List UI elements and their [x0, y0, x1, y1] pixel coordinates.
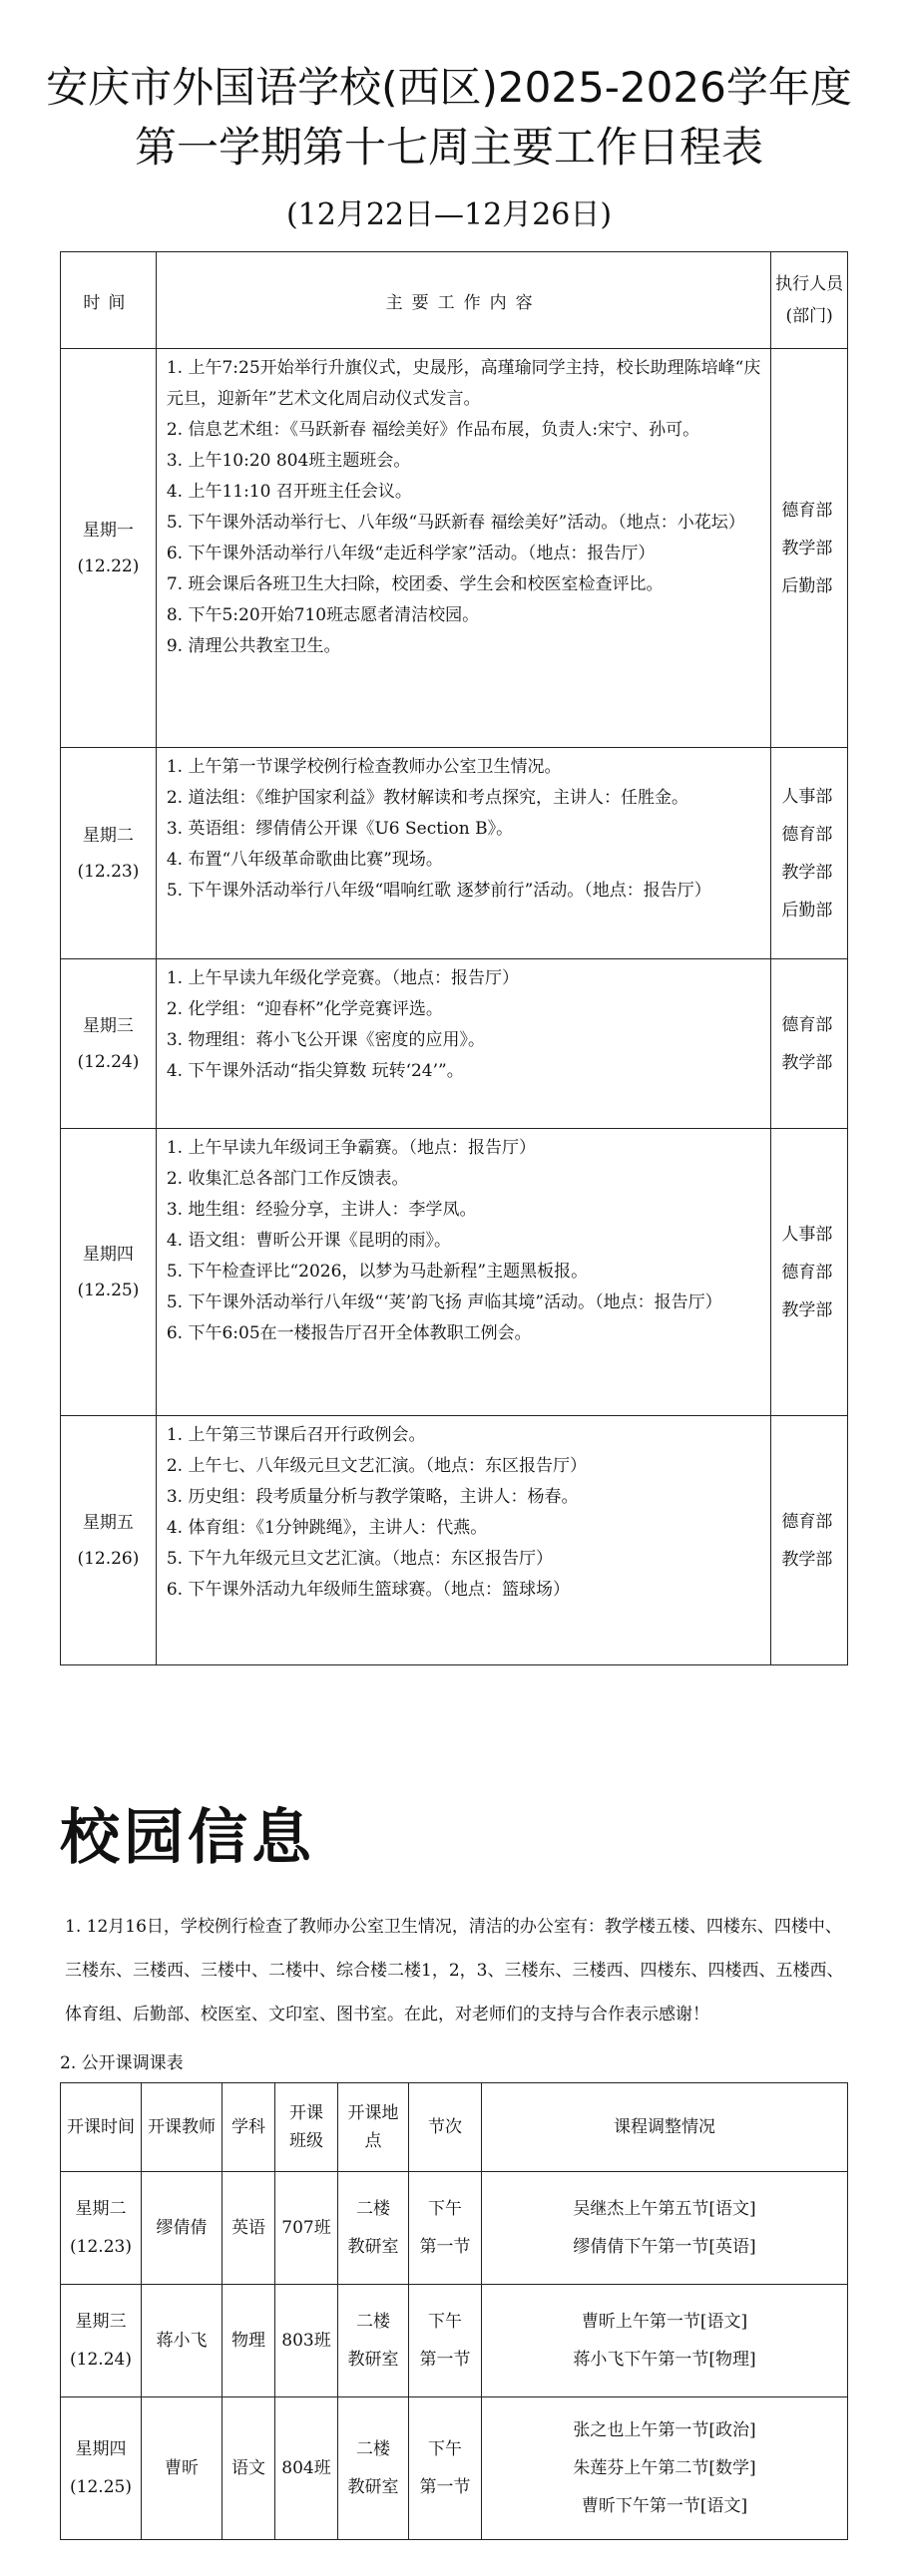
cell-place — [338, 2285, 409, 2397]
dept-name: 德育部 — [781, 1014, 833, 1035]
work-item: 元旦，迎新年”艺术文化周启动仪式发言。 — [166, 389, 481, 409]
work-item: 2. 道法组：《维护国家利益》教材解读和考点探究，主讲人：任胜金。 — [166, 788, 688, 808]
dept-name: 人事部 — [781, 786, 833, 807]
header-cell: 开课教师 — [142, 2083, 223, 2172]
day-name: 星期一 — [82, 520, 134, 541]
work-item: 5. 下午课外活动举行八年级“唱响红歌 逐梦前行”活动。（地点：报告厅） — [166, 881, 711, 901]
dept-name: 德育部 — [781, 1511, 833, 1532]
cell-place-line2: 教研室 — [347, 2237, 399, 2257]
dept-name: 后勤部 — [781, 900, 833, 920]
day-date: (12.26) — [77, 1548, 140, 1569]
cell-period-line1: 下午 — [428, 2312, 462, 2332]
cell-place-line2: 教研室 — [347, 2350, 399, 2370]
public-class-table — [60, 2082, 848, 2540]
cell-subject: 英语 — [223, 2172, 275, 2285]
dept-cell — [771, 1416, 848, 1665]
header-cell: 开课地点 — [338, 2083, 409, 2172]
cell-period-line2: 第一节 — [419, 2477, 471, 2497]
cell-place — [338, 2172, 409, 2285]
cell-class: 707班 — [275, 2172, 338, 2285]
day-name: 星期四 — [82, 1244, 134, 1265]
document-title-line2: 第一学期第十七周主要工作日程表 — [134, 123, 763, 172]
cell-teacher: 蒋小飞 — [142, 2285, 223, 2397]
dept-name: 德育部 — [781, 500, 833, 521]
schedule-row — [61, 748, 848, 959]
cell-adjustment — [482, 2172, 848, 2285]
work-item: 1. 上午第一节课学校例行检查教师办公室卫生情况。 — [166, 757, 562, 777]
column-header-dept-line2: (部门) — [785, 306, 833, 326]
work-items — [156, 349, 771, 748]
cell-period — [409, 2285, 482, 2397]
table-row — [61, 2172, 848, 2285]
dept-cell — [771, 1129, 848, 1416]
work-item: 7. 班会课后各班卫生大扫除，校团委、学生会和校医室检查评比。 — [166, 574, 664, 594]
cell-period-line1: 下午 — [428, 2439, 462, 2459]
dept-name: 人事部 — [781, 1224, 833, 1245]
cell-time-day: 星期四 — [75, 2439, 127, 2459]
header-cell: 课程调整情况 — [482, 2083, 848, 2172]
schedule-table — [60, 251, 848, 1665]
work-item: 3. 英语组：缪倩倩公开课《U6 Section B》。 — [166, 819, 514, 839]
day-cell — [61, 959, 157, 1129]
dept-name: 教学部 — [781, 1549, 833, 1570]
work-items — [156, 748, 771, 959]
header-cell: 开课班级 — [275, 2083, 338, 2172]
dept-name: 后勤部 — [781, 575, 833, 596]
schedule-row — [61, 1129, 848, 1416]
schedule-row — [61, 349, 848, 748]
cell-place-line1: 二楼 — [356, 2199, 390, 2219]
work-items — [156, 959, 771, 1129]
dept-name: 教学部 — [781, 1052, 833, 1073]
adjustment-line: 蒋小飞下午第一节[物理] — [573, 2350, 756, 2370]
cell-place-line1: 二楼 — [356, 2439, 390, 2459]
dept-cell — [771, 959, 848, 1129]
adjustment-line: 曹昕上午第一节[语文] — [581, 2312, 748, 2332]
dept-cell — [771, 748, 848, 959]
cell-teacher: 缪倩倩 — [142, 2172, 223, 2285]
work-item: 1. 上午早读九年级化学竞赛。（地点：报告厅） — [166, 968, 519, 988]
dept-name: 教学部 — [781, 862, 833, 883]
cell-adjustment — [482, 2285, 848, 2397]
cell-period-line2: 第一节 — [419, 2350, 471, 2370]
work-items — [156, 1129, 771, 1416]
column-header-content: 主要工作内容 — [156, 252, 771, 349]
work-item: 4. 布置“八年级革命歌曲比赛”现场。 — [166, 850, 443, 870]
cell-class: 804班 — [275, 2397, 338, 2540]
work-item: 5. 下午课外活动举行七、八年级“马跃新春 福绘美好”活动。（地点：小花坛） — [166, 513, 745, 533]
column-header-dept-line1: 执行人员 — [775, 274, 844, 294]
work-item: 5. 下午课外活动举行八年级“‘荚’韵飞扬 声临其境”活动。（地点：报告厅） — [166, 1292, 722, 1312]
cell-period — [409, 2397, 482, 2540]
work-item: 2. 上午七、八年级元旦文艺汇演。（地点：东区报告厅） — [166, 1456, 587, 1476]
work-item: 1. 上午7:25开始举行升旗仪式，史晟彤，高瑾瑜同学主持，校长助理陈培峰“庆 — [166, 358, 761, 378]
table-row — [61, 2285, 848, 2397]
dept-name: 教学部 — [781, 538, 833, 558]
work-items — [156, 1416, 771, 1665]
cell-period-line1: 下午 — [428, 2199, 462, 2219]
cell-time-date: (12.25) — [70, 2477, 132, 2497]
cell-time — [61, 2285, 142, 2397]
dept-name: 教学部 — [781, 1299, 833, 1320]
cell-time-date: (12.23) — [70, 2237, 132, 2257]
schedule-row — [61, 959, 848, 1129]
cell-place — [338, 2397, 409, 2540]
adjustment-line: 朱莲芬上午第二节[数学] — [573, 2458, 756, 2478]
cell-class: 803班 — [275, 2285, 338, 2397]
work-item: 4. 下午课外活动“指尖算数 玩转‘24’”。 — [166, 1061, 464, 1081]
cell-period — [409, 2172, 482, 2285]
document-title-line1: 安庆市外国语学校(西区)2025-2026学年度 — [46, 63, 852, 112]
day-date: (12.23) — [77, 861, 140, 882]
work-item: 5. 下午检查评比“2026，以梦为马赴新程”主题黑板报。 — [166, 1262, 589, 1282]
adjustment-line: 缪倩倩下午第一节[英语] — [573, 2237, 756, 2257]
work-item: 9. 清理公共教室卫生。 — [166, 636, 341, 656]
cell-subject: 语文 — [223, 2397, 275, 2540]
section-title-campus-info: 校园信息 — [60, 1803, 315, 1873]
cell-time — [61, 2172, 142, 2285]
cell-time-date: (12.24) — [70, 2350, 132, 2370]
work-item: 6. 下午6:05在一楼报告厅召开全体教职工例会。 — [166, 1323, 532, 1343]
cell-place-line1: 二楼 — [356, 2312, 390, 2332]
header-cell: 学科 — [223, 2083, 275, 2172]
table-row — [61, 2397, 848, 2540]
day-cell — [61, 748, 157, 959]
cell-time-day: 星期二 — [75, 2199, 127, 2219]
cell-time — [61, 2397, 142, 2540]
column-header-dept — [771, 252, 848, 349]
cell-subject: 物理 — [223, 2285, 275, 2397]
work-item: 5. 下午九年级元旦文艺汇演。（地点：东区报告厅） — [166, 1549, 553, 1569]
day-name: 星期二 — [82, 825, 134, 846]
work-item: 3. 历史组：段考质量分析与教学策略，主讲人：杨春。 — [166, 1487, 579, 1507]
work-item: 2. 化学组：“迎春杯”化学竞赛评选。 — [166, 999, 443, 1019]
work-item: 3. 地生组：经验分享，主讲人：李学凤。 — [166, 1200, 477, 1220]
work-item: 8. 下午5:20开始710班志愿者清洁校园。 — [166, 605, 480, 625]
work-item: 4. 上午11:10 召开班主任会议。 — [166, 482, 412, 502]
day-name: 星期五 — [82, 1512, 134, 1533]
cell-teacher: 曹昕 — [142, 2397, 223, 2540]
day-date: (12.25) — [77, 1280, 140, 1300]
day-cell — [61, 1129, 157, 1416]
day-date: (12.22) — [77, 555, 140, 576]
cell-adjustment — [482, 2397, 848, 2540]
day-date: (12.24) — [77, 1051, 140, 1072]
schedule-row — [61, 1416, 848, 1665]
campus-info-paragraph: 1. 12月16日，学校例行检查了教师办公室卫生情况，清洁的办公室有：教学楼五楼、四楼东、四楼中、三楼东、三楼西、三楼中、二楼中、综合楼二楼1，2，3、三楼东、三楼西、四楼东、四楼西、五楼西、体育组、后勤部、校医室、文印室、图书室。在此，对老师们的支持与合作表示感谢！ — [65, 1917, 844, 2024]
public-class-subheading: 2. 公开课调课表 — [60, 2053, 184, 2073]
work-item: 2. 收集汇总各部门工作反馈表。 — [166, 1169, 409, 1189]
day-cell — [61, 1416, 157, 1665]
header-cell: 节次 — [409, 2083, 482, 2172]
adjustment-line: 曹昕下午第一节[语文] — [581, 2496, 748, 2516]
document-date-range: (12月22日—12月26日) — [285, 197, 613, 232]
work-item: 6. 下午课外活动九年级师生篮球赛。（地点：篮球场） — [166, 1580, 570, 1600]
work-item: 3. 物理组：蒋小飞公开课《密度的应用》。 — [166, 1030, 485, 1050]
day-name: 星期三 — [82, 1015, 134, 1036]
work-item: 4. 语文组：曹昕公开课《昆明的雨》。 — [166, 1231, 451, 1251]
work-item: 1. 上午早读九年级词王争霸赛。（地点：报告厅） — [166, 1138, 536, 1158]
header-cell: 开课时间 — [61, 2083, 142, 2172]
dept-cell — [771, 349, 848, 748]
adjustment-line: 吴继杰上午第五节[语文] — [573, 2199, 756, 2219]
schedule-header-row — [61, 252, 848, 349]
work-item: 6. 下午课外活动举行八年级“走近科学家”活动。（地点：报告厅） — [166, 544, 656, 563]
column-header-time: 时间 — [61, 252, 157, 349]
work-item: 4. 体育组：《1分钟跳绳》，主讲人：代燕。 — [166, 1518, 488, 1538]
work-item: 2. 信息艺术组：《马跃新春 福绘美好》作品布展，负责人:宋宁、孙可。 — [166, 420, 700, 440]
dept-name: 德育部 — [781, 1262, 833, 1283]
cell-period-line2: 第一节 — [419, 2237, 471, 2257]
work-item: 3. 上午10:20 804班主题班会。 — [166, 451, 411, 471]
cell-time-day: 星期三 — [75, 2312, 127, 2332]
public-class-header-row — [61, 2083, 848, 2172]
adjustment-line: 张之也上午第一节[政治] — [573, 2420, 756, 2440]
day-cell — [61, 349, 157, 748]
cell-place-line2: 教研室 — [347, 2477, 399, 2497]
work-item: 1. 上午第三节课后召开行政例会。 — [166, 1425, 426, 1445]
dept-name: 德育部 — [781, 824, 833, 845]
